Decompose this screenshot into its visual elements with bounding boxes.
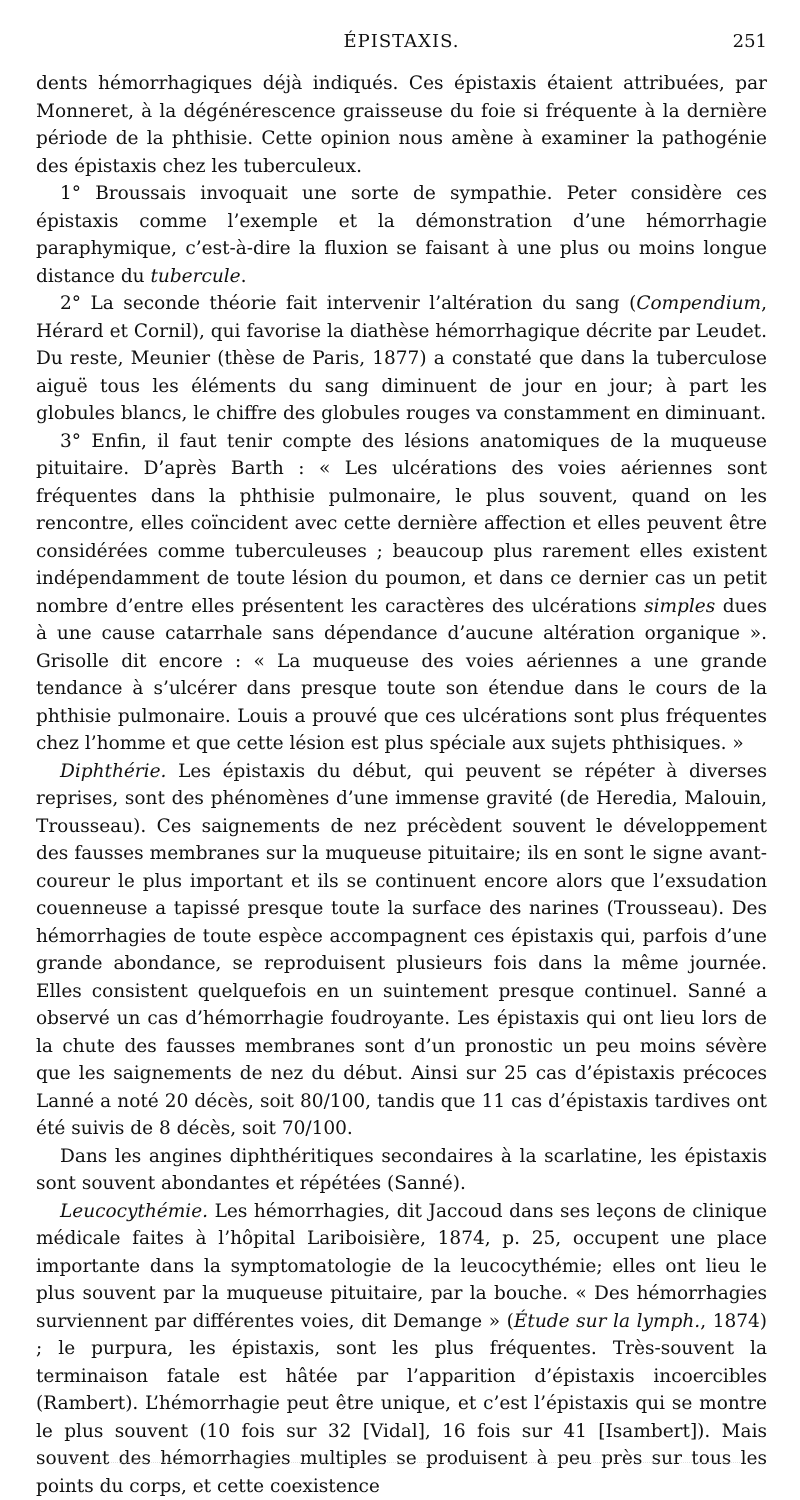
paragraph-text: 3° Enfin, il faut tenir compte des lésions anatomiques de la muqueuse pituitaire. D’après Barth : « Les ulcérations des voies aériennes sont fréquentes dans la phthisie pulmonaire, le plus souvent, quand on les rencontre, elles coïncident avec cette dernière affection et elles peuvent être considérées comme tuberculeuses ; beaucoup plus rarement elles existent indépendamment de toute lésion du poumon, et dans ce dernier cas un petit nombre d’entre elles présentent les caractères des ulcérations [36,431,767,617]
paragraph-text: , Hérard et Cornil), qui favorise la diathèse hémorrhagique décrite par Leudet. Du reste, Meunier (thèse de Paris, 1877) a constaté que dans la tuberculose aiguë tous les éléments du sang diminuent de jour en jour; à part les globules blancs, le chiffre des globules rouges va constamment en diminuant. [36,293,767,424]
paragraph-text: Les épistaxis du début, qui peuvent se répéter à diverses reprises, sont des phénomènes d’une immense gravité (de Heredia, Malouin, Trousseau). Ces saignements de nez précèdent souvent le développement des fausses membranes sur la muqueuse pituitaire; ils en sont le signe avant-coureur le plus important et ils se continuent encore alors que l’exsudation couenneuse a tapissé presque toute la surface des narines (Trousseau). Des hémorrhagies de toute espèce accompagnent ces épistaxis qui, parfois d’une grande abondance, se reproduisent plusieurs fois dans la même journée. Elles consistent quelquefois en un suintement presque continuel. Sanné a observé un cas d’hémorrhagie foudroyante. Les épistaxis qui ont lieu lors de la chute des fausses membranes sont d’un pronostic un peu moins sévère que les saignements de nez du début. Ainsi sur 25 cas d’épistaxis précoces Lanné a noté 20 décès, soit 80/100, tandis que 11 cas d’épistaxis tardives ont été suivis de 8 décès, soit 70/100. [36,761,767,1140]
footer-scan-marks [60,1462,740,1469]
paragraph-angines: Dans les angines diphthéritiques secondaires à la scarlatine, les épistaxis sont souvent abondantes et répétées (Sanné). [36,1143,767,1198]
paragraph-text: Les hémorrhagies, dit Jaccoud dans ses leçons de clinique médicale faites à l’hôpital Lariboisière, 1874, p. 25, occupent une place importante dans la symptomatologie de la leucocythémie; elles ont lieu le plus souvent par la muqueuse pituitaire, par la bouche. « Des hémorrhagies surviennent par différentes voies, dit Demange » ( [36,1201,767,1332]
body-text [36,70,767,1500]
running-title: ÉPISTAXIS. [36,28,767,56]
paragraph-continuation: dents hémorrhagiques déjà indiqués. Ces épistaxis étaient attribuées, par Monneret, à la dégénérescence graisseuse du foie si fréquente à la dernière période de la phthisie. Cette opinion nous amène à examiner la pathogénie des épistaxis chez les tuberculeux. [36,70,767,180]
section-heading: Leucocythémie. [60,1201,208,1222]
paragraph-text: , 1874) ; le purpura, les épistaxis, sont les plus fréquentes. Très-souvent la terminaison fatale est hâtée par l’apparition d’épistaxis incoercibles (Rambert). L’hémorrhagie peut être unique, et c’est l’épistaxis qui se montre le plus souvent (10 fois sur 32 [Vidal], 16 fois sur 41 [Isambert]). Mais souvent des hémorrhagies multiples se produisent à peu près sur tous les points du corps, et cette coexistence [36,1311,767,1497]
italic-reference: Compendium [636,293,761,314]
section-heading: Diphthérie. [60,761,166,782]
page-number: 251 [733,28,767,56]
italic-reference: Étude sur la lymph. [514,1311,700,1332]
paragraph-diphtherie [36,758,767,1143]
paragraph-leucocythemie [36,1198,767,1500]
italic-term: simples [644,596,715,617]
paragraph-text: 2° La seconde théorie fait intervenir l’altération du sang ( [60,293,636,314]
paragraph-text: dues à une cause catarrhale sans dépendance d’aucune altération organique ». Grisolle dit encore : « La muqueuse des voies aériennes a une grande tendance à s’ulcérer dans presque toute son étendue dans le cours de la phthisie pulmonaire. Louis a prouvé que ces ulcérations sont plus fréquentes chez l’homme et que cette lésion est plus spéciale aux sujets phthisiques. » [36,596,767,755]
italic-term: tubercule [150,266,240,287]
paragraph-text: . [241,266,247,287]
paragraph-theory-3 [36,428,767,758]
paragraph-theory-2 [36,290,767,428]
paragraph-theory-1 [36,180,767,290]
running-header [36,28,767,56]
paragraph-text: 1° Broussais invoquait une sorte de sympathie. Peter considère ces épistaxis comme l’exemple et la démonstration d’une hémorrhagie paraphymique, c’est-à-dire la fluxion se faisant à une plus ou moins longue distance du [36,183,767,287]
